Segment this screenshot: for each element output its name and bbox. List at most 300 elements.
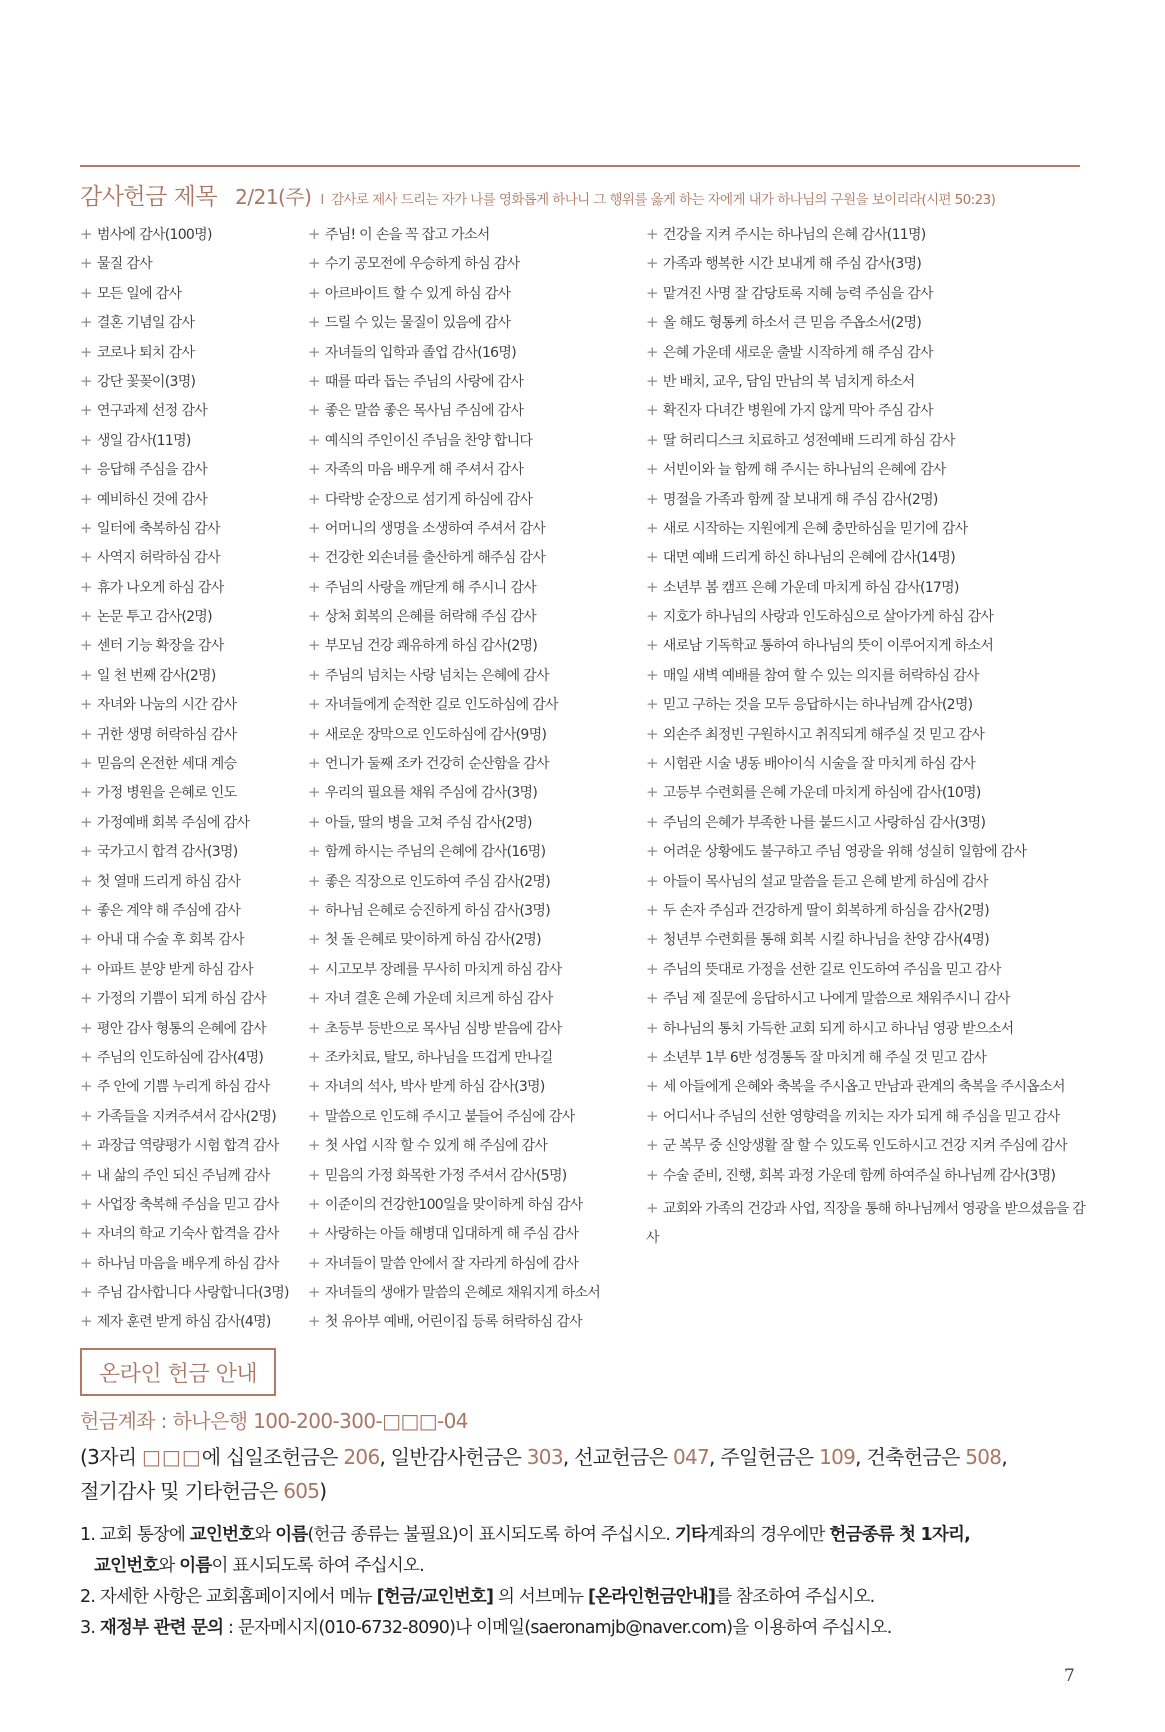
plus-icon: + xyxy=(308,254,320,273)
thanks-item xyxy=(646,812,1090,841)
offering-notes xyxy=(80,1520,1090,1644)
thanks-item xyxy=(80,518,305,547)
thanks-item-text: 세 아들에게 은혜와 축복을 주시옵고 만남과 관계의 축복을 주시옵소서 xyxy=(662,1079,1065,1096)
plus-icon: + xyxy=(308,401,320,420)
online-offering-heading xyxy=(80,1348,276,1396)
plus-icon: + xyxy=(308,1106,320,1125)
thanks-item-text: 가족들을 지켜주셔서 감사(2명) xyxy=(96,1108,276,1125)
thanks-item xyxy=(646,577,1090,606)
thanks-item-text: 은혜 가운데 새로운 출발 시작하게 해 주심 감사 xyxy=(662,344,933,361)
plus-icon: + xyxy=(80,577,92,596)
thanks-item xyxy=(80,547,305,576)
thanks-item xyxy=(646,489,1090,518)
plus-icon: + xyxy=(308,371,320,390)
thanks-item-text: 연구과제 선정 감사 xyxy=(96,403,207,420)
thanks-item-text: 새로 시작하는 지원에게 은혜 충만하심을 믿기에 감사 xyxy=(662,520,968,537)
account-info xyxy=(80,1405,468,1434)
thanks-item xyxy=(308,489,638,518)
plus-icon: + xyxy=(308,577,320,596)
thanks-item xyxy=(646,518,1090,547)
thanks-item xyxy=(308,841,638,870)
plus-icon: + xyxy=(646,1018,658,1037)
thanks-item-text: 코로나 퇴치 감사 xyxy=(96,344,195,361)
thanks-item xyxy=(646,1165,1090,1194)
plus-icon: + xyxy=(308,665,320,684)
plus-icon: + xyxy=(80,313,92,332)
thanks-item xyxy=(308,871,638,900)
thanks-item xyxy=(80,342,305,371)
thanks-item-text: 아들이 목사님의 설교 말씀을 듣고 은혜 받게 하심에 감사 xyxy=(662,873,988,890)
thanks-item-text: 말씀으로 인도해 주시고 붙들어 주심에 감사 xyxy=(324,1108,575,1125)
plus-icon: + xyxy=(80,900,92,919)
thanks-item xyxy=(646,929,1090,958)
thanks-item xyxy=(308,812,638,841)
thanks-item-text: 고등부 수련회를 은혜 가운데 마치게 하심에 감사(10명) xyxy=(662,785,981,802)
plus-icon: + xyxy=(308,1018,320,1037)
thanks-item xyxy=(80,224,305,253)
codes-text: , 주일헌금은 xyxy=(709,1445,820,1469)
thanks-item-text: 자녀들에게 순적한 길로 인도하심에 감사 xyxy=(324,697,558,714)
plus-icon: + xyxy=(308,842,320,861)
thanks-item-text: 사역지 허락하심 감사 xyxy=(96,550,220,567)
thanks-item xyxy=(646,1047,1090,1076)
plus-icon: + xyxy=(646,342,658,361)
code-mission: 047 xyxy=(672,1445,710,1469)
thanks-item-text: 새로운 장막으로 인도하심에 감사(9명) xyxy=(324,726,547,743)
thanks-item xyxy=(80,753,305,782)
plus-icon: + xyxy=(308,1194,320,1213)
plus-icon: + xyxy=(308,1077,320,1096)
plus-icon: + xyxy=(646,1165,658,1184)
plus-icon: + xyxy=(646,636,658,655)
plus-icon: + xyxy=(80,1165,92,1184)
plus-icon: + xyxy=(80,1224,92,1243)
thanks-item xyxy=(646,312,1090,341)
plus-icon: + xyxy=(80,1253,92,1272)
plus-icon: + xyxy=(646,812,658,831)
plus-icon: + xyxy=(308,342,320,361)
code-thanks: 303 xyxy=(526,1445,563,1469)
plus-icon: + xyxy=(80,225,92,243)
plus-icon: + xyxy=(646,930,658,949)
thanks-item-text: 가정예배 회복 주심에 감사 xyxy=(96,814,250,831)
note-3: 3. 재정부 관련 문의 : 문자메시지(010-6732-8090)나 이메일(saeronamjb@naver.com)을 이용하여 주십시오. xyxy=(80,1618,892,1638)
thanks-item-text: 주님 감사합니다 사랑합니다(3명) xyxy=(96,1285,289,1302)
thanks-item xyxy=(646,283,1090,312)
plus-icon: + xyxy=(80,1047,92,1066)
thanks-item xyxy=(646,782,1090,811)
thanks-item-text: 범사에 감사(100명) xyxy=(96,227,212,243)
plus-icon: + xyxy=(308,1136,320,1155)
plus-icon: + xyxy=(308,1253,320,1272)
thanks-item xyxy=(80,635,305,664)
page-number: 7 xyxy=(1064,1666,1075,1686)
thanks-item xyxy=(308,1253,638,1282)
thanks-item-text: 국가고시 합격 감사(3명) xyxy=(96,844,238,861)
thanks-item xyxy=(646,694,1090,723)
thanks-item xyxy=(308,753,638,782)
plus-icon: + xyxy=(308,1165,320,1184)
plus-icon: + xyxy=(646,842,658,861)
plus-icon: + xyxy=(308,636,320,655)
plus-icon: + xyxy=(80,1018,92,1037)
thanks-item-text: 주님의 넘치는 사랑 넘치는 은혜에 감사 xyxy=(324,667,549,684)
thanks-item-text: 휴가 나오게 하심 감사 xyxy=(96,579,224,596)
plus-icon: + xyxy=(308,989,320,1008)
plus-icon: + xyxy=(646,959,658,978)
thanks-item-text: 센터 기능 확장을 감사 xyxy=(96,638,224,655)
thanks-item-text: 내 삶의 주인 되신 주님께 감사 xyxy=(96,1167,270,1184)
plus-icon: + xyxy=(80,871,92,890)
thanks-item xyxy=(80,606,305,635)
plus-icon: + xyxy=(646,460,658,479)
thanks-item-text: 자녀들이 말씀 안에서 잘 자라게 하심에 감사 xyxy=(324,1255,579,1272)
thanks-item xyxy=(646,1135,1090,1164)
thanks-item-text: 딸 허리디스크 치료하고 성전예배 드리게 하심 감사 xyxy=(662,432,955,449)
thanks-column-2 xyxy=(308,224,638,1341)
thanks-item xyxy=(80,1047,305,1076)
thanks-item-text: 서빈이와 늘 함께 해 주시는 하나님의 은혜에 감사 xyxy=(662,462,946,479)
thanks-item xyxy=(646,1076,1090,1105)
thanks-item xyxy=(80,724,305,753)
thanks-item-text: 믿음의 가정 화목한 가정 주셔서 감사(5명) xyxy=(324,1167,567,1184)
thanks-item xyxy=(646,606,1090,635)
thanks-item-text: 가정의 기쁨이 되게 하심 감사 xyxy=(96,991,266,1008)
thanks-item-text: 청년부 수련회를 통해 회복 시킬 하나님을 찬양 감사(4명) xyxy=(662,932,989,949)
thanks-item-text: 좋은 말씀 좋은 목사님 주심에 감사 xyxy=(324,403,524,420)
thanks-item-text: 믿음의 온전한 세대 계승 xyxy=(96,756,237,773)
thanks-item-text: 아들, 딸의 병을 고쳐 주심 감사(2명) xyxy=(324,814,532,831)
thanks-item-text: 부모님 건강 쾌유하게 하심 감사(2명) xyxy=(324,638,538,655)
thanks-item-text: 자족의 마음 배우게 해 주셔서 감사 xyxy=(324,462,524,479)
thanks-item xyxy=(308,694,638,723)
plus-icon: + xyxy=(80,401,92,420)
plus-icon: + xyxy=(308,695,320,714)
plus-icon: + xyxy=(80,1106,92,1125)
plus-icon: + xyxy=(308,1283,320,1302)
thanks-item-text: 조카치료, 탈모, 하나님을 뜨겁게 만나길 xyxy=(324,1049,553,1066)
thanks-item-text: 제자 훈련 받게 하심 감사(4명) xyxy=(96,1314,271,1331)
thanks-item-text: 반 배치, 교우, 담임 만남의 복 넘치게 하소서 xyxy=(662,373,915,390)
thanks-item-text: 첫 사업 시작 할 수 있게 해 주심에 감사 xyxy=(324,1138,548,1155)
thanks-list xyxy=(80,224,1090,1344)
thanks-item xyxy=(308,1018,638,1047)
plus-icon: + xyxy=(646,724,658,743)
thanks-item-text: 함께 하시는 주님의 은혜에 감사(16명) xyxy=(324,844,546,861)
thanks-item-text: 자녀 결혼 은혜 가운데 치르게 하심 감사 xyxy=(324,991,553,1008)
thanks-item-text: 대면 예배 드리게 하신 하나님의 은혜에 감사(14명) xyxy=(662,550,955,567)
plus-icon: + xyxy=(80,636,92,655)
plus-icon: + xyxy=(646,518,658,537)
plus-icon: + xyxy=(308,930,320,949)
thanks-item-text: 사업장 축복해 주심을 믿고 감사 xyxy=(96,1196,279,1213)
thanks-item xyxy=(80,430,305,459)
plus-icon: + xyxy=(308,518,320,537)
plus-icon: + xyxy=(308,1312,320,1331)
thanks-item-text: 상처 회복의 은혜를 허락해 주심 감사 xyxy=(324,609,536,626)
thanks-item-text: 확진자 다녀간 병원에 가지 않게 막아 주심 감사 xyxy=(662,403,933,420)
plus-icon: + xyxy=(80,724,92,743)
thanks-item xyxy=(308,665,638,694)
thanks-item xyxy=(80,812,305,841)
thanks-item xyxy=(308,1165,638,1194)
codes-text: 절기감사 및 기타헌금은 xyxy=(80,1479,284,1503)
thanks-item xyxy=(308,518,638,547)
thanks-item-text: 자녀들의 생애가 말씀의 은혜로 채워지게 하소서 xyxy=(324,1285,601,1302)
thanks-item xyxy=(646,1018,1090,1047)
thanks-item-text: 평안 감사 형통의 은혜에 감사 xyxy=(96,1020,266,1037)
plus-icon: + xyxy=(80,607,92,626)
thanks-item-text: 교회와 가족의 건강과 사업, 직장을 통해 하나님께서 영광을 받으셨음을 감사 xyxy=(646,1200,1086,1247)
thanks-item xyxy=(308,1076,638,1105)
thanks-item xyxy=(80,665,305,694)
plus-icon: + xyxy=(308,489,320,508)
thanks-item-text: 아내 대 수술 후 회복 감사 xyxy=(96,932,244,949)
thanks-item-text: 첫 돌 은혜로 맞이하게 하심 감사(2명) xyxy=(324,932,541,949)
thanks-item xyxy=(80,1194,305,1223)
thanks-item-text: 예비하신 것에 감사 xyxy=(96,491,207,508)
thanks-item xyxy=(308,1223,638,1252)
thanks-item-text: 군 복무 중 신앙생활 잘 할 수 있도록 인도하시고 건강 지켜 주심에 감사 xyxy=(662,1138,1067,1155)
thanks-item-text: 주님 제 질문에 응답하시고 나에게 말씀으로 채워주시니 감사 xyxy=(662,991,1010,1008)
thanks-item-text: 다락방 순장으로 섬기게 하심에 감사 xyxy=(324,491,533,508)
codes-boxes: □□□ xyxy=(142,1445,202,1469)
thanks-item-text: 시험관 시술 냉동 배아이식 시술을 잘 마치게 하심 감사 xyxy=(662,756,976,773)
thanks-item-text: 외손주 최정빈 구원하시고 취직되게 해주실 것 믿고 감사 xyxy=(662,726,985,743)
codes-text: , 선교헌금은 xyxy=(562,1445,673,1469)
plus-icon: + xyxy=(80,1136,92,1155)
thanks-item xyxy=(308,929,638,958)
thanks-item-text: 아파트 분양 받게 하심 감사 xyxy=(96,961,253,978)
thanks-item-text: 논문 투고 감사(2명) xyxy=(96,609,212,626)
thanks-item-text: 강단 꽃꽂이(3명) xyxy=(96,373,196,390)
plus-icon: + xyxy=(80,283,92,302)
plus-icon: + xyxy=(308,607,320,626)
codes-text: , 일반감사헌금은 xyxy=(379,1445,527,1469)
plus-icon: + xyxy=(646,754,658,773)
plus-icon: + xyxy=(80,460,92,479)
thanks-item-text: 응답해 주심을 감사 xyxy=(96,462,207,479)
top-divider xyxy=(80,165,1080,167)
thanks-item-text: 지호가 하나님의 사랑과 인도하심으로 살아가게 하심 감사 xyxy=(662,609,994,626)
code-seasonal: 605 xyxy=(283,1479,320,1503)
plus-icon: + xyxy=(308,812,320,831)
thanks-item-text: 귀한 생명 허락하심 감사 xyxy=(96,726,237,743)
thanks-item-text: 생일 감사(11명) xyxy=(96,432,191,449)
thanks-item-text: 수기 공모전에 우승하게 하심 감사 xyxy=(324,256,520,273)
plus-icon: + xyxy=(308,460,320,479)
plus-icon: + xyxy=(80,1283,92,1302)
thanks-item-text: 자녀와 나눔의 시간 감사 xyxy=(96,697,237,714)
plus-icon: + xyxy=(308,871,320,890)
codes-text: ) xyxy=(319,1479,327,1503)
plus-icon: + xyxy=(646,1047,658,1066)
thanks-item-text: 하나님 마음을 배우게 하심 감사 xyxy=(96,1255,279,1272)
thanks-item xyxy=(308,1311,638,1340)
thanks-item xyxy=(80,988,305,1017)
thanks-item xyxy=(308,547,638,576)
plus-icon: + xyxy=(80,518,92,537)
plus-icon: + xyxy=(646,900,658,919)
thanks-item-text: 주님의 은혜가 부족한 나를 붙드시고 사랑하심 감사(3명) xyxy=(662,814,986,831)
thanks-item-text: 모든 일에 감사 xyxy=(96,285,182,302)
plus-icon: + xyxy=(646,607,658,626)
plus-icon: + xyxy=(646,548,658,567)
thanks-item xyxy=(646,841,1090,870)
plus-icon: + xyxy=(80,371,92,390)
plus-icon: + xyxy=(308,724,320,743)
thanks-item xyxy=(646,753,1090,782)
thanks-item xyxy=(308,606,638,635)
thanks-item xyxy=(308,1135,638,1164)
thanks-item-text: 새로남 기독학교 통하여 하나님의 뜻이 이루어지게 하소서 xyxy=(662,638,994,655)
thanks-item-text: 자녀들의 입학과 졸업 감사(16명) xyxy=(324,344,516,361)
thanks-item xyxy=(308,988,638,1017)
plus-icon: + xyxy=(80,548,92,567)
plus-icon: + xyxy=(308,959,320,978)
code-sunday: 109 xyxy=(819,1445,856,1469)
plus-icon: + xyxy=(80,342,92,361)
thanks-item xyxy=(646,635,1090,664)
thanks-item xyxy=(308,312,638,341)
thanks-item-text: 소년부 1부 6반 성경통독 잘 마치게 해 주실 것 믿고 감사 xyxy=(662,1049,987,1066)
thanks-item-text: 일터에 축복하심 감사 xyxy=(96,520,220,537)
plus-icon: + xyxy=(308,430,320,449)
plus-icon: + xyxy=(646,665,658,684)
plus-icon: + xyxy=(646,1136,658,1155)
plus-icon: + xyxy=(646,283,658,302)
thanks-item xyxy=(80,694,305,723)
thanks-item-text: 우리의 필요를 채워 주심에 감사(3명) xyxy=(324,785,538,802)
plus-icon: + xyxy=(308,1224,320,1243)
thanks-item xyxy=(646,871,1090,900)
plus-icon: + xyxy=(308,754,320,773)
thanks-item-text: 하나님 은혜로 승진하게 하심 감사(3명) xyxy=(324,902,550,919)
thanks-item-text: 건강한 외손녀를 출산하게 해주심 감사 xyxy=(324,550,546,567)
account-boxes: □□□ xyxy=(382,1409,438,1433)
thanks-item-text: 일 천 번째 감사(2명) xyxy=(96,667,216,684)
plus-icon: + xyxy=(646,225,658,243)
thanks-item xyxy=(80,1253,305,1282)
thanks-item xyxy=(80,1106,305,1135)
plus-icon: + xyxy=(646,695,658,714)
thanks-item-text: 매일 새벽 예배를 참여 할 수 있는 의지를 허락하심 감사 xyxy=(662,667,979,684)
account-suffix: -04 xyxy=(437,1409,468,1433)
codes-text: (3자리 xyxy=(80,1445,143,1469)
section-title: 감사헌금 제목 xyxy=(80,184,218,210)
thanks-item-text: 결혼 기념일 감사 xyxy=(96,315,195,332)
plus-icon: + xyxy=(80,812,92,831)
thanks-item xyxy=(646,1106,1090,1135)
thanks-item-text: 믿고 구하는 것을 모두 응답하시는 하나님께 감사(2명) xyxy=(662,697,973,714)
plus-icon: + xyxy=(80,842,92,861)
thanks-item xyxy=(80,929,305,958)
plus-icon: + xyxy=(646,254,658,273)
thanks-item xyxy=(308,959,638,988)
thanks-item xyxy=(308,635,638,664)
thanks-item xyxy=(308,577,638,606)
plus-icon: + xyxy=(80,754,92,773)
thanks-item xyxy=(80,1018,305,1047)
plus-icon: + xyxy=(646,783,658,802)
thanks-item-text: 가정 병원을 은혜로 인도 xyxy=(96,785,237,802)
plus-icon: + xyxy=(80,989,92,1008)
online-offering-title: 온라인 헌금 안내 xyxy=(98,1361,258,1387)
thanks-item-text: 첫 유아부 예배, 어린이집 등록 허락하심 감사 xyxy=(324,1314,582,1331)
thanks-item xyxy=(80,1135,305,1164)
thanks-item-text: 하나님의 통치 가득한 교회 되게 하시고 하나님 영광 받으소서 xyxy=(662,1020,1014,1037)
thanks-column-3 xyxy=(646,224,1090,1254)
thanks-item xyxy=(80,253,305,282)
code-tithe: 206 xyxy=(343,1445,380,1469)
plus-icon: + xyxy=(308,313,320,332)
thanks-item xyxy=(80,841,305,870)
thanks-item-text: 드릴 수 있는 물질이 있음에 감사 xyxy=(324,315,511,332)
thanks-item xyxy=(80,1165,305,1194)
offering-codes xyxy=(80,1440,1080,1508)
thanks-item xyxy=(646,959,1090,988)
thanks-item xyxy=(646,724,1090,753)
thanks-item xyxy=(80,900,305,929)
plus-icon: + xyxy=(80,695,92,714)
plus-icon: + xyxy=(646,1077,658,1096)
thanks-item xyxy=(308,224,638,253)
thanks-item-text: 주님의 인도하심에 감사(4명) xyxy=(96,1049,264,1066)
thanks-item xyxy=(80,312,305,341)
thanks-item-text: 건강을 지켜 주시는 하나님의 은혜 감사(11명) xyxy=(662,227,926,243)
thanks-item-text: 소년부 봄 캠프 은혜 가운데 마치게 하심 감사(17명) xyxy=(662,579,959,596)
plus-icon: + xyxy=(80,254,92,273)
thanks-item-text: 예식의 주인이신 주님을 찬양 합니다 xyxy=(324,432,533,449)
thanks-item xyxy=(80,371,305,400)
account-label: 헌금계좌 : 하나은행 100-200-300- xyxy=(80,1409,383,1433)
thanks-item xyxy=(308,459,638,488)
plus-icon: + xyxy=(80,783,92,802)
thanks-item-text: 맡겨진 사명 잘 감당토록 지혜 능력 주심을 감사 xyxy=(662,285,933,302)
thanks-item-text: 명절을 가족과 함께 잘 보내게 해 주심 감사(2명) xyxy=(662,491,938,508)
scripture-verse: 감사로 제사 드리는 자가 나를 영화롭게 하나니 그 행위를 옳게 하는 자에게 내가 하나님의 구원을 보이리라(시편 50:23) xyxy=(331,192,996,208)
thanks-item-text: 주 안에 기쁨 누리게 하심 감사 xyxy=(96,1079,270,1096)
codes-text: , xyxy=(1001,1445,1007,1469)
plus-icon: + xyxy=(308,900,320,919)
thanks-item xyxy=(308,283,638,312)
thanks-item xyxy=(646,400,1090,429)
thanks-item-text: 물질 감사 xyxy=(96,256,152,273)
thanks-item xyxy=(308,1106,638,1135)
thanks-item xyxy=(80,489,305,518)
plus-icon: + xyxy=(80,489,92,508)
thanks-item xyxy=(308,1047,638,1076)
thanks-item-text: 사랑하는 아들 해병대 입대하게 해 주심 감사 xyxy=(324,1226,579,1243)
plus-icon: + xyxy=(646,1106,658,1125)
code-building: 508 xyxy=(965,1445,1002,1469)
plus-icon: + xyxy=(646,489,658,508)
note-2: 2. 자세한 사항은 교회홈페이지에서 메뉴 [헌금/교인번호] 의 서브메뉴 [온라인헌금안내]를 참조하여 주십시오. xyxy=(80,1587,875,1607)
plus-icon: + xyxy=(646,371,658,390)
plus-icon: + xyxy=(80,1312,92,1331)
plus-icon: + xyxy=(646,430,658,449)
thanks-item xyxy=(308,371,638,400)
thanks-item xyxy=(80,459,305,488)
plus-icon: + xyxy=(80,959,92,978)
plus-icon: + xyxy=(308,225,320,243)
offering-header xyxy=(80,178,1090,211)
thanks-item xyxy=(646,253,1090,282)
thanks-item-text: 좋은 직장으로 인도하여 주심 감사(2명) xyxy=(324,873,550,890)
plus-icon: + xyxy=(646,401,658,420)
thanks-item xyxy=(308,253,638,282)
note-1: 1. 교회 통장에 교인번호와 이름(헌금 종류는 불필요)이 표시되도록 하여 주십시오. 기타계좌의 경우에만 헌금종류 첫 1자리, xyxy=(80,1525,970,1545)
